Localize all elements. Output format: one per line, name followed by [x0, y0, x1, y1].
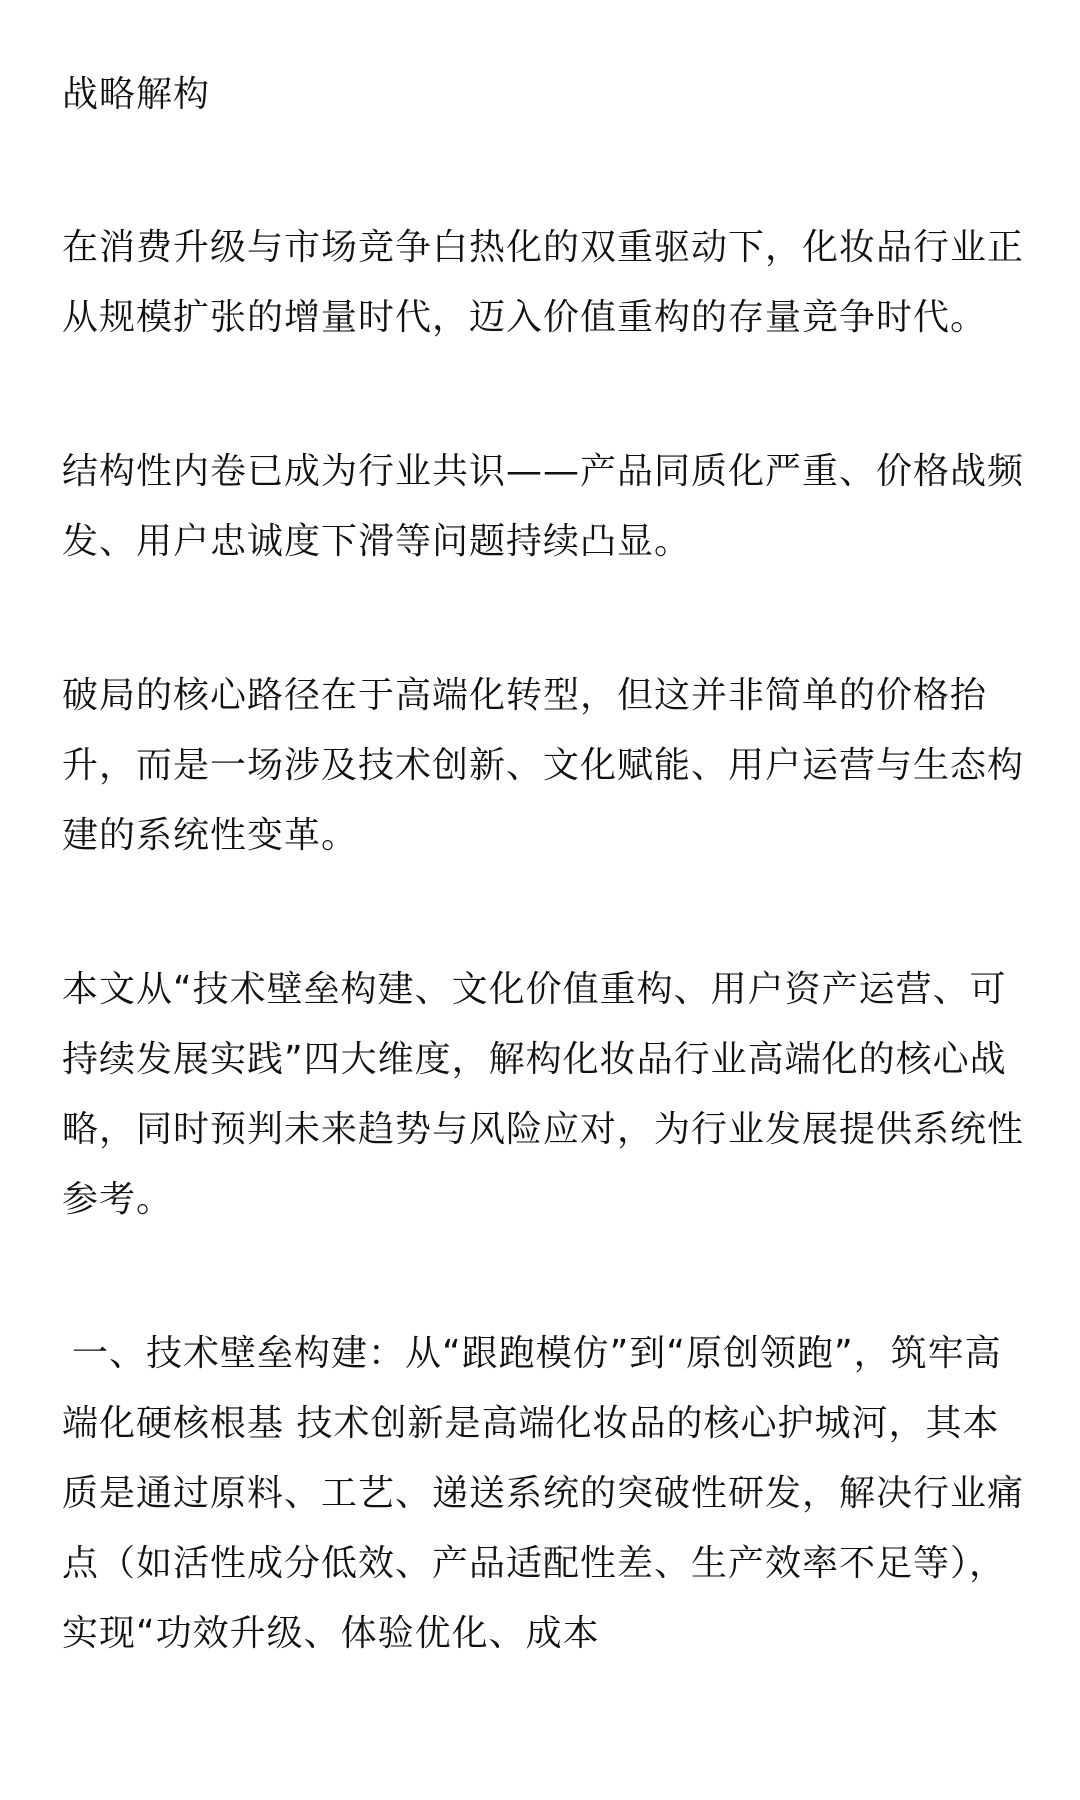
paragraph-3: 破局的核心路径在于高端化转型，但这并非简单的价格抬升，而是一场涉及技术创新、文化赋能、用户运营与生态构建的系统性变革。: [62, 675, 1025, 856]
article-body: [62, 60, 1028, 1669]
paragraph-5: 一、技术壁垒构建：从“跟跑模仿”到“原创领跑”，筑牢高端化硬核根基 技术创新是高端化妆品的核心护城河，其本质是通过原料、工艺、递送系统的突破性研发，解决行业痛点（如活性成分低效、产品适配性差、生产效率不足等），实现“功效升级、体验优化、成本: [62, 1333, 1025, 1654]
paragraph-4: 本文从“技术壁垒构建、文化价值重构、用户资产运营、可持续发展实践”四大维度，解构化妆品行业高端化的核心战略，同时预判未来趋势与风险应对，为行业发展提供系统性参考。: [62, 969, 1025, 1220]
article-title: 战略解构: [62, 74, 211, 115]
paragraph-1: 在消费升级与市场竞争白热化的双重驱动下，化妆品行业正从规模扩张的增量时代，迈入价值重构的存量竞争时代。: [62, 227, 1025, 338]
paragraph-2: 结构性内卷已成为行业共识——产品同质化严重、价格战频发、用户忠诚度下滑等问题持续凸显。: [62, 451, 1025, 562]
